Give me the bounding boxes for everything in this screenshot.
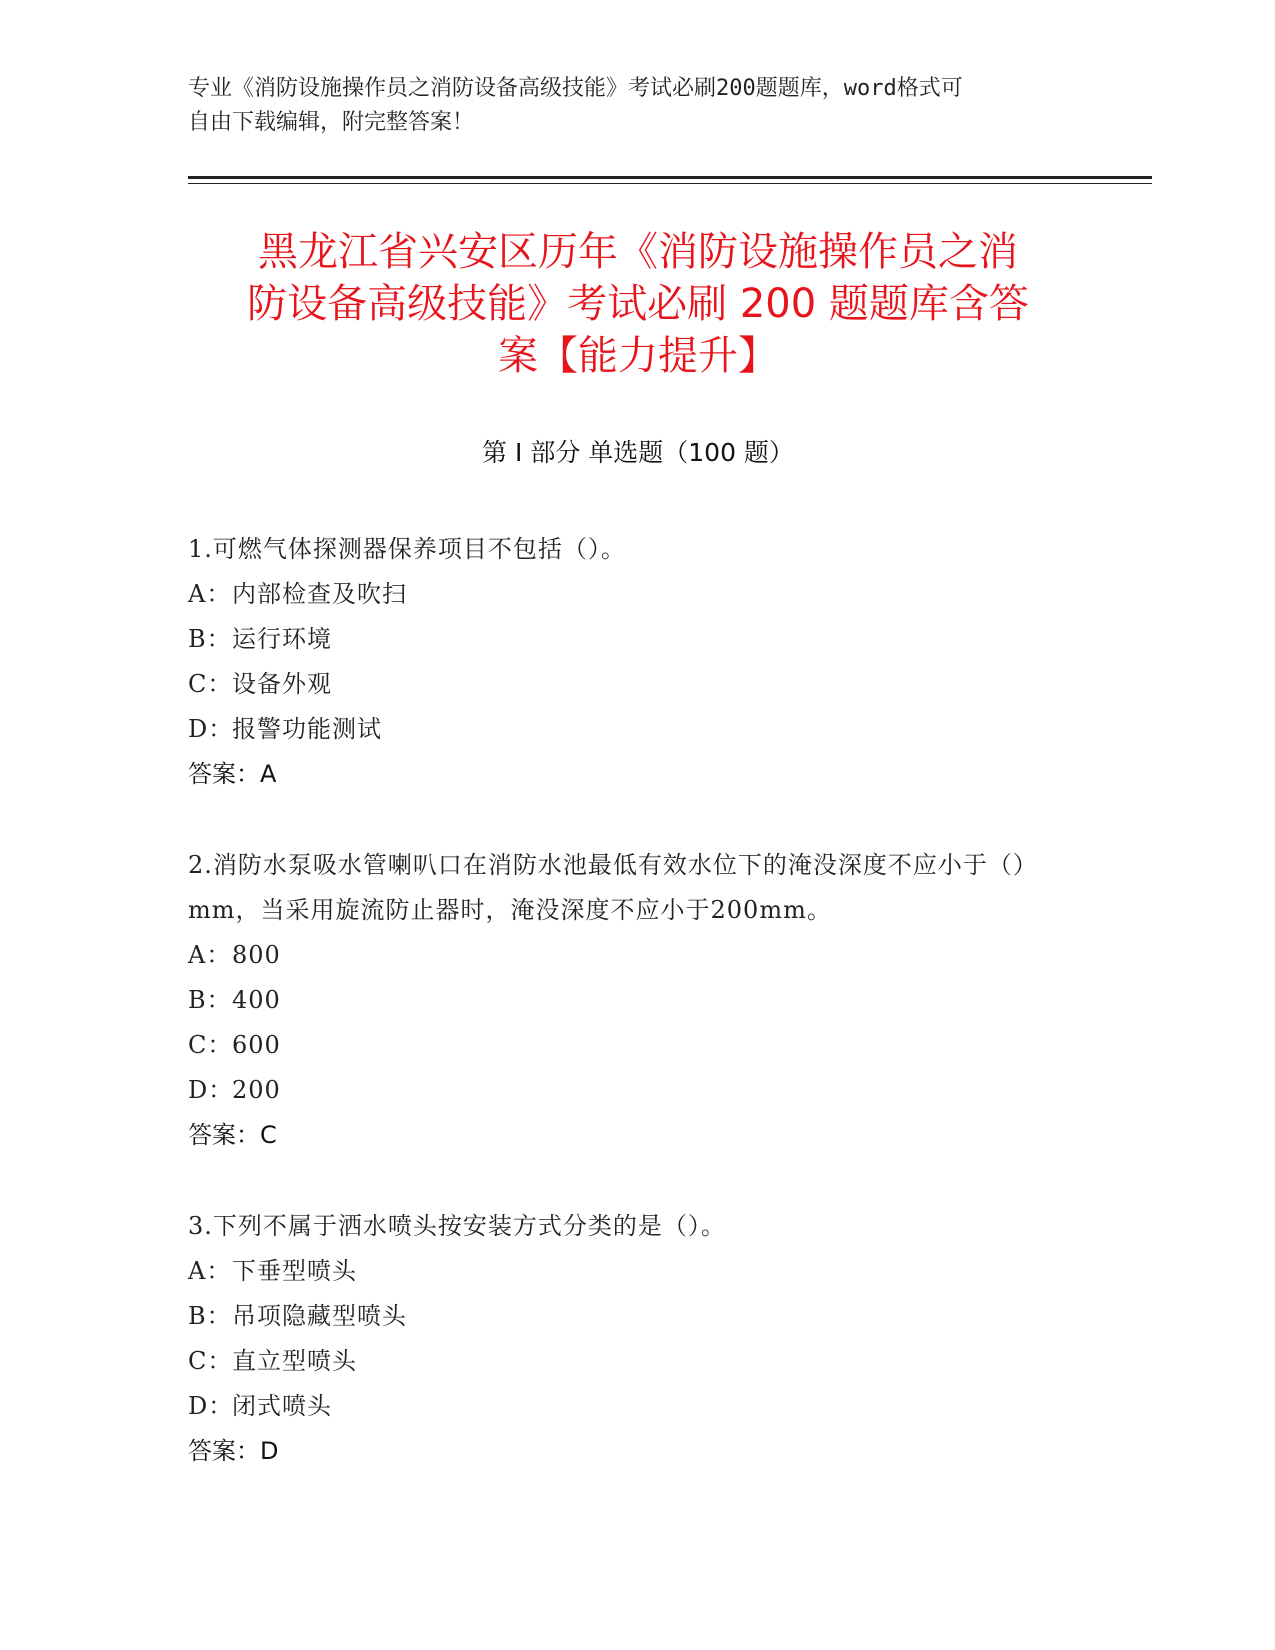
- title-line-3: 案【能力提升】: [498, 333, 778, 379]
- question-item: [188, 1204, 1068, 1474]
- option-text: 闭式喷头: [232, 1392, 332, 1420]
- option-text: 200: [232, 1076, 281, 1104]
- option-b: [188, 617, 1068, 662]
- option-key: B：: [188, 986, 232, 1014]
- question-stem: 2.消防水泵吸水管喇叭口在消防水池最低有效水位下的淹没深度不应小于（）mm，当采用旋流防止器时，淹没深度不应小于200mm。: [188, 851, 1038, 924]
- answer-line: 答案：D: [188, 1437, 279, 1465]
- question-item: [188, 527, 1068, 797]
- option-key: D：: [188, 1392, 234, 1420]
- question-item: [188, 843, 1068, 1158]
- document-title: [188, 226, 1088, 382]
- option-d: [188, 707, 1068, 752]
- option-b: [188, 978, 1068, 1023]
- question-list: [188, 527, 1068, 1520]
- answer-line: 答案：C: [188, 1121, 277, 1149]
- option-key: B：: [188, 625, 232, 653]
- option-text: 运行环境: [232, 625, 332, 653]
- header-divider-thick: [188, 176, 1152, 179]
- option-key: A：: [188, 941, 232, 969]
- option-text: 内部检查及吹扫: [232, 580, 407, 608]
- option-key: A：: [188, 1257, 232, 1285]
- option-key: C：: [188, 1347, 233, 1375]
- option-key: D：: [188, 1076, 234, 1104]
- option-key: B：: [188, 1302, 232, 1330]
- header-divider-thin: [188, 183, 1152, 184]
- option-d: [188, 1384, 1068, 1429]
- option-a: [188, 572, 1068, 617]
- option-c: [188, 662, 1068, 707]
- option-text: 吊项隐藏型喷头: [232, 1302, 407, 1330]
- question-stem: 1.可燃气体探测器保养项目不包括（）。: [188, 535, 626, 563]
- option-text: 400: [232, 986, 281, 1014]
- option-text: 报警功能测试: [232, 715, 382, 743]
- header-note-line-1: 专业《消防设施操作员之消防设备高级技能》考试必刷200题题库，word格式可: [188, 76, 963, 101]
- answer-line: 答案：A: [188, 760, 277, 788]
- option-key: D：: [188, 715, 234, 743]
- header-note: [188, 72, 1088, 140]
- header-note-line-2: 自由下载编辑，附完整答案！: [188, 110, 475, 135]
- option-text: 下垂型喷头: [232, 1257, 357, 1285]
- option-key: C：: [188, 670, 233, 698]
- option-c: [188, 1023, 1068, 1068]
- option-text: 600: [232, 1031, 281, 1059]
- option-text: 800: [232, 941, 281, 969]
- section-heading: 第 I 部分 单选题（100 题）: [482, 438, 794, 467]
- option-c: [188, 1339, 1068, 1384]
- option-key: C：: [188, 1031, 233, 1059]
- option-text: 设备外观: [232, 670, 332, 698]
- option-d: [188, 1068, 1068, 1113]
- option-text: 直立型喷头: [232, 1347, 357, 1375]
- option-a: [188, 1249, 1068, 1294]
- option-a: [188, 933, 1068, 978]
- question-stem: 3.下列不属于洒水喷头按安装方式分类的是（）。: [188, 1212, 726, 1240]
- title-line-2: 防设备高级技能》考试必刷 200 题题库含答: [247, 281, 1029, 327]
- option-key: A：: [188, 580, 232, 608]
- title-line-1: 黑龙江省兴安区历年《消防设施操作员之消: [258, 229, 1018, 275]
- option-b: [188, 1294, 1068, 1339]
